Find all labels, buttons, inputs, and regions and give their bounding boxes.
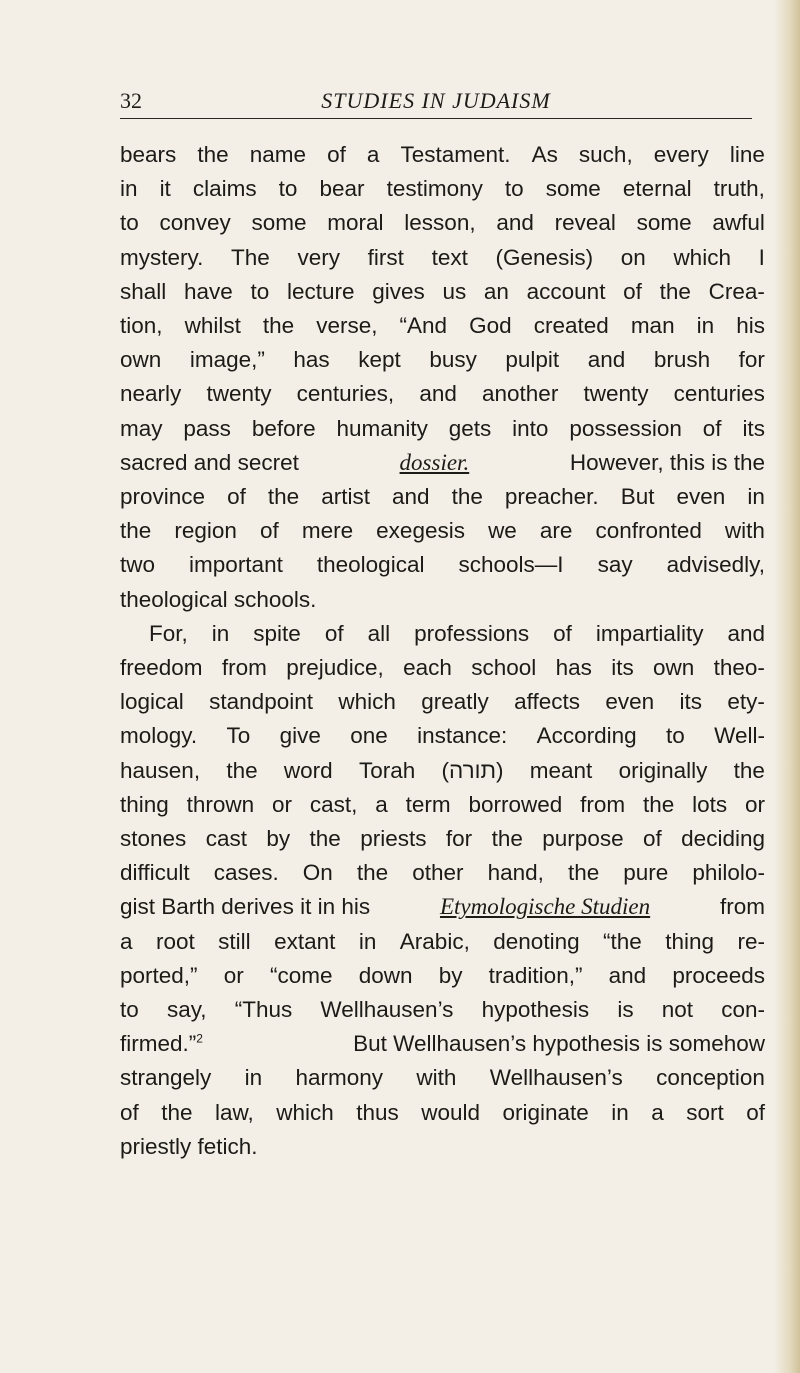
word: the (733, 757, 765, 783)
text-line (120, 993, 765, 1027)
word: a (120, 928, 133, 954)
word: professions (414, 620, 530, 646)
word: strangely (120, 1065, 212, 1091)
word: even (605, 689, 655, 715)
word: all (367, 620, 391, 646)
word: one (350, 723, 388, 749)
word: originate (502, 1099, 589, 1125)
word: kept (358, 347, 401, 373)
word: borrowed (468, 791, 563, 817)
word: and (587, 347, 626, 373)
word: province (120, 484, 206, 510)
word: standpoint (209, 689, 313, 715)
word: in (358, 928, 377, 954)
word: an (483, 278, 509, 304)
word: lesson, (404, 210, 476, 236)
word: is (617, 997, 634, 1023)
word: the (267, 484, 300, 510)
word: to (504, 176, 524, 202)
word: and (391, 484, 430, 510)
word: which (276, 1099, 334, 1125)
word: convey (159, 210, 231, 236)
word: advisedly, (666, 552, 765, 578)
word: sort (686, 1099, 724, 1125)
word: word (283, 757, 333, 783)
page-edge-shadow (774, 0, 800, 1373)
word: on (620, 244, 646, 270)
text-line (120, 651, 765, 685)
word: whilst (184, 313, 241, 339)
word: God (469, 313, 512, 339)
word: each (403, 655, 452, 681)
word: ported,” (120, 962, 198, 988)
page-number: 32 (120, 88, 142, 113)
word: proceeds (672, 962, 765, 988)
word: Crea- (708, 278, 765, 304)
word: lecture (286, 278, 355, 304)
text-line (120, 412, 765, 446)
word: of (553, 620, 572, 646)
word: bears (120, 142, 177, 167)
word: hypothesis (481, 997, 590, 1023)
word: of (643, 826, 662, 852)
word: we (488, 518, 517, 544)
text-segment: However, this is the (569, 449, 765, 475)
word: from (580, 791, 626, 817)
word: own (120, 347, 162, 373)
word: thrown (186, 791, 255, 817)
word: its (742, 415, 765, 441)
text-line (120, 822, 765, 856)
word: schools—I (458, 552, 564, 578)
text-line (120, 925, 765, 959)
word: mystery. (120, 244, 204, 270)
word: centuries, (296, 381, 395, 407)
word: which (673, 244, 731, 270)
text-line (120, 788, 765, 822)
text-line (120, 241, 765, 275)
text-line (120, 172, 765, 206)
word: other (412, 860, 464, 886)
word: in (747, 484, 765, 510)
word: For, (149, 620, 188, 646)
word: root (155, 928, 195, 954)
word: instance: (417, 723, 508, 749)
word: of (327, 142, 346, 167)
word: by (438, 962, 463, 988)
word: twenty (206, 381, 272, 407)
word: twenty (583, 381, 649, 407)
word: moral (327, 210, 384, 236)
word: preacher. (504, 484, 599, 510)
word: to (278, 176, 298, 202)
word: hand, (487, 860, 544, 886)
word: in (120, 176, 138, 202)
text-line (120, 548, 765, 582)
text-line (120, 480, 765, 514)
word: cases. (213, 860, 279, 886)
word: thing (120, 791, 169, 817)
word: a (651, 1099, 664, 1125)
word: On (302, 860, 333, 886)
text-line: theological schools. (120, 586, 317, 612)
text-line (120, 959, 765, 993)
word: “Thus (234, 997, 293, 1023)
text-segment: gist Barth derives it in his (120, 894, 371, 920)
word: truth, (713, 176, 765, 202)
word: its (611, 655, 634, 681)
word: logical (120, 689, 184, 715)
word: greatly (421, 689, 489, 715)
word: Wellhausen’s (489, 1065, 623, 1091)
word: pure (623, 860, 669, 886)
word: to (120, 210, 139, 236)
text-line (120, 138, 765, 172)
page-header (120, 84, 752, 119)
word: As (531, 142, 558, 167)
word: priests (360, 826, 427, 852)
italic-title-etymologische-studien: Etymologische Studien (439, 894, 651, 920)
word: Well- (714, 723, 765, 749)
word: in (696, 313, 715, 339)
word: before (251, 415, 316, 441)
body-text (120, 138, 765, 1164)
word: lots (692, 791, 728, 817)
word: two (120, 552, 156, 578)
word: nearly (120, 381, 182, 407)
word: shall (120, 278, 167, 304)
word: of (227, 484, 246, 510)
word: law, (214, 1099, 254, 1125)
word: The (231, 244, 270, 270)
word: extant (274, 928, 336, 954)
word: us (442, 278, 467, 304)
word: exegesis (376, 518, 465, 544)
word: impartiality (595, 620, 704, 646)
word: such, (578, 142, 633, 167)
word: But (620, 484, 655, 510)
word: region (174, 518, 237, 544)
text-segment: But Wellhausen’s hypothesis is somehow (353, 1031, 765, 1057)
text-line (120, 1061, 765, 1095)
word: or (272, 791, 293, 817)
word: some (251, 210, 307, 236)
text-line (120, 309, 765, 343)
word: cast (205, 826, 247, 852)
word: the (642, 791, 675, 817)
word: reveal (554, 210, 616, 236)
word: gives (372, 278, 425, 304)
word: of (623, 278, 642, 304)
word: the (262, 313, 295, 339)
word: another (482, 381, 559, 407)
word: the (451, 484, 483, 510)
word: name (249, 142, 306, 167)
word: would (421, 1099, 481, 1125)
word: and (608, 962, 647, 988)
word: mology. (120, 723, 198, 749)
footnote-marker[interactable]: 2 (196, 1031, 203, 1046)
word: Torah (358, 757, 416, 783)
word: claims (192, 176, 257, 202)
word: some (545, 176, 601, 202)
word: the (226, 757, 258, 783)
word: which (338, 689, 396, 715)
word: eternal (622, 176, 692, 202)
word: of (120, 1099, 139, 1125)
word: the (491, 826, 523, 852)
word: still (218, 928, 251, 954)
word: a (375, 791, 388, 817)
word: with (724, 518, 765, 544)
word: the (161, 1099, 193, 1125)
word: man (630, 313, 675, 339)
word: testimony (386, 176, 483, 202)
word: for (445, 826, 473, 852)
word: Wellhausen’s (320, 997, 454, 1023)
text-line (120, 856, 765, 890)
text-line (120, 377, 765, 411)
word: or (223, 962, 244, 988)
word: the (659, 278, 691, 304)
text-line (120, 719, 765, 753)
word: say (597, 552, 633, 578)
word: thus (356, 1099, 399, 1125)
word: down (358, 962, 413, 988)
word: theological (316, 552, 425, 578)
text-line-torah (120, 754, 765, 788)
text-line (120, 343, 765, 377)
word: to (666, 723, 685, 749)
word: humanity (336, 415, 428, 441)
word: tion, (120, 313, 163, 339)
word: originally (618, 757, 708, 783)
word: school (471, 655, 537, 681)
word: from (221, 655, 267, 681)
word: a (366, 142, 380, 167)
word: very (297, 244, 340, 270)
word: con- (721, 997, 765, 1023)
text-line (120, 1096, 765, 1130)
word: deciding (681, 826, 765, 852)
text-line-dossier (120, 446, 765, 480)
word: pass (183, 415, 231, 441)
word: tradition,” (488, 962, 583, 988)
text-line (120, 514, 765, 548)
word: conception (656, 1065, 765, 1091)
word: and (727, 620, 765, 646)
word: stones (120, 826, 187, 852)
word: or (744, 791, 765, 817)
text-segment: from (719, 894, 765, 920)
paragraph-start (120, 617, 765, 651)
word: re- (737, 928, 765, 954)
word: to (120, 997, 139, 1023)
word: has (293, 347, 330, 373)
word: first (367, 244, 404, 270)
word: artist (321, 484, 370, 510)
word: To (226, 723, 251, 749)
word: denoting (493, 928, 580, 954)
word: own (653, 655, 695, 681)
word: with (416, 1065, 457, 1091)
word: spite (253, 620, 301, 646)
word: difficult (120, 860, 190, 886)
word: theo- (713, 655, 765, 681)
text-line-barth (120, 890, 765, 924)
word: bear (319, 176, 365, 202)
word: ety- (727, 689, 765, 715)
word: give (279, 723, 321, 749)
word: centuries (673, 381, 765, 407)
word: of (702, 415, 722, 441)
word: line (729, 142, 765, 167)
word: in (611, 1099, 629, 1125)
word: important (189, 552, 283, 578)
word: gets (448, 415, 492, 441)
word: in (244, 1065, 263, 1091)
word: its (679, 689, 703, 715)
word: his (736, 313, 765, 339)
word: may (120, 415, 163, 441)
word: term (405, 791, 451, 817)
word: of (259, 518, 279, 544)
word: prejudice, (286, 655, 384, 681)
word: harmony (295, 1065, 384, 1091)
word: of (746, 1099, 765, 1125)
word: the (120, 518, 152, 544)
word: into (512, 415, 549, 441)
word: the (197, 142, 229, 167)
word: by (266, 826, 291, 852)
word: say, (166, 997, 207, 1023)
word: pulpit (505, 347, 560, 373)
word: created (533, 313, 609, 339)
word: philolo- (692, 860, 765, 886)
word: and (419, 381, 457, 407)
word: cast, (309, 791, 358, 817)
text-line (120, 275, 765, 309)
word: “the (603, 928, 642, 954)
text-line (120, 206, 765, 240)
word: it (159, 176, 171, 202)
word: mere (301, 518, 354, 544)
word: “come (269, 962, 333, 988)
word: awful (712, 210, 765, 236)
word: of (324, 620, 344, 646)
word: brush (653, 347, 711, 373)
text-segment: firmed.”$^2$ (120, 1031, 203, 1057)
word: the (309, 826, 341, 852)
word: have (183, 278, 233, 304)
text-line: priestly fetich. (120, 1133, 258, 1159)
word: Arabic, (399, 928, 470, 954)
word: purpose (542, 826, 624, 852)
word: the (356, 860, 389, 886)
word: in (211, 620, 230, 646)
word: verse, (316, 313, 378, 339)
word: Testament. (400, 142, 511, 167)
word: According (536, 723, 637, 749)
word: meant (529, 757, 593, 783)
word: text (431, 244, 468, 270)
word: the (567, 860, 600, 886)
italic-term-dossier: dossier. (399, 449, 470, 475)
word: image,” (189, 347, 265, 373)
word: are (539, 518, 573, 544)
word: hausen, (120, 757, 201, 783)
word: every (653, 142, 709, 167)
word: and (496, 210, 534, 236)
word: some (636, 210, 692, 236)
word: account (526, 278, 606, 304)
word: even (676, 484, 726, 510)
word: (תורה) (441, 757, 504, 783)
word: confronted (595, 518, 702, 544)
word: affects (514, 689, 581, 715)
word: thing (665, 928, 715, 954)
text-segment: sacred and secret (120, 449, 299, 475)
word: (Genesis) (495, 244, 594, 270)
running-head: STUDIES IN JUDAISM (321, 88, 551, 113)
text-line (120, 685, 765, 719)
text-line-firmed (120, 1027, 765, 1061)
word: has (555, 655, 592, 681)
word: to (250, 278, 270, 304)
word: for (738, 347, 765, 373)
word: freedom (120, 655, 203, 681)
word: not (661, 997, 694, 1023)
word: I (758, 244, 765, 270)
word: “And (399, 313, 448, 339)
word: possession (569, 415, 682, 441)
word: busy (429, 347, 477, 373)
